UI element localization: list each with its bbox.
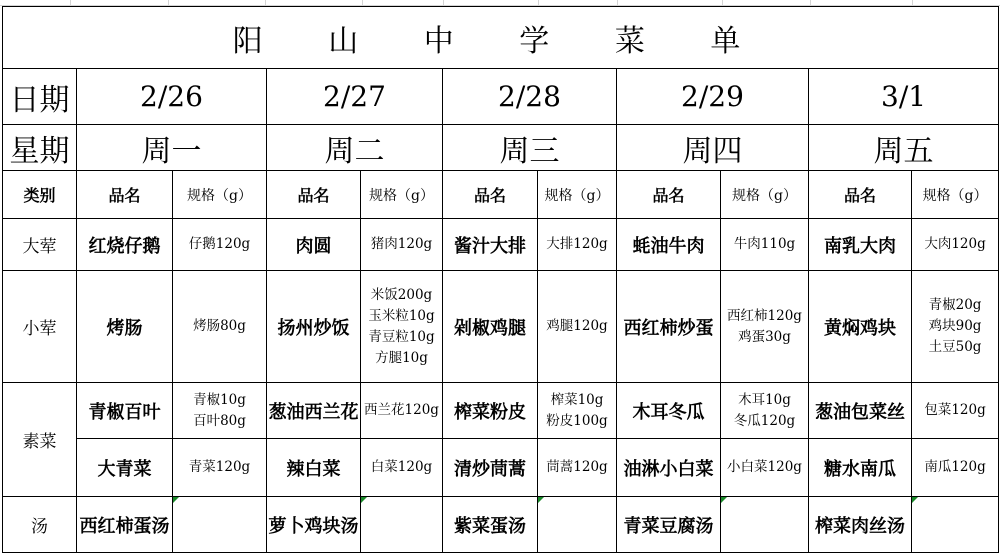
spec-cell-thu[interactable] <box>721 439 809 497</box>
dish-cell-wed[interactable]: 剁椒鸡腿 <box>443 271 538 383</box>
spec-line: 鸡腿120g <box>546 318 608 334</box>
spec-cell-mon[interactable] <box>173 271 267 383</box>
spec-line: 青椒20g <box>928 297 982 313</box>
spec-line: 土豆50g <box>928 339 982 355</box>
spec-cell-wed[interactable] <box>538 439 617 497</box>
dish-header[interactable]: 品名 <box>443 171 538 219</box>
dish-cell-wed[interactable]: 榨菜粉皮 <box>443 383 538 439</box>
spec-line: 牛肉110g <box>733 236 796 252</box>
cell-comment-marker <box>912 497 918 503</box>
weekday-cell-tue[interactable]: 周二 <box>267 125 443 171</box>
dish-cell-mon[interactable]: 西红柿蛋汤 <box>77 497 173 553</box>
weekday-row <box>3 125 999 171</box>
spec-line: 青豆粒10g <box>368 328 435 345</box>
dish-cell-mon[interactable]: 青椒百叶 <box>77 383 173 439</box>
spec-cell-wed[interactable] <box>538 497 617 553</box>
spec-cell-wed[interactable] <box>538 219 617 271</box>
spec-line: 粉皮100g <box>546 412 608 429</box>
spec-header[interactable]: 规格（g） <box>721 171 809 219</box>
menu-row-light-meat <box>3 271 999 383</box>
dish-cell-fri[interactable]: 黄焖鸡块 <box>809 271 912 383</box>
menu-row-veg-1 <box>3 383 999 439</box>
spec-cell-mon[interactable] <box>173 439 267 497</box>
spec-line: 方腿10g <box>375 349 428 366</box>
spec-header[interactable]: 规格（g） <box>173 171 267 219</box>
spec-line: 烤肠80g <box>193 318 246 334</box>
spec-line: 木耳10g <box>738 391 791 408</box>
dish-cell-mon[interactable]: 大青菜 <box>77 439 173 497</box>
date-cell-thu[interactable]: 2/29 <box>617 69 809 125</box>
dish-cell-wed[interactable]: 酱汁大排 <box>443 219 538 271</box>
spec-line: 白菜120g <box>370 459 433 475</box>
spec-line: 冬瓜120g <box>733 412 796 429</box>
column-header-row <box>3 171 999 219</box>
spec-line: 南瓜120g <box>924 459 986 475</box>
dish-cell-thu[interactable]: 木耳冬瓜 <box>617 383 721 439</box>
spec-cell-wed[interactable] <box>538 271 617 383</box>
spec-line: 包菜120g <box>924 402 986 418</box>
spec-cell-tue[interactable] <box>361 271 443 383</box>
dish-cell-wed[interactable]: 清炒茼蒿 <box>443 439 538 497</box>
category-cell-light-meat[interactable]: 小荤 <box>3 271 77 383</box>
dish-cell-fri[interactable]: 糖水南瓜 <box>809 439 912 497</box>
spec-cell-tue[interactable] <box>361 383 443 439</box>
spec-header[interactable]: 规格（g） <box>361 171 443 219</box>
date-cell-mon[interactable]: 2/26 <box>77 69 267 125</box>
menu-title[interactable]: 阳 山 中 学 菜 单 <box>3 7 999 69</box>
spec-line: 西兰花120g <box>364 402 439 418</box>
dish-header[interactable]: 品名 <box>267 171 361 219</box>
cell-comment-marker <box>173 497 179 503</box>
dish-cell-fri[interactable]: 南乳大肉 <box>809 219 912 271</box>
weekday-cell-thu[interactable]: 周四 <box>617 125 809 171</box>
dish-header[interactable]: 品名 <box>809 171 912 219</box>
dish-header[interactable]: 品名 <box>77 171 173 219</box>
weekday-cell-fri[interactable]: 周五 <box>809 125 999 171</box>
category-cell-meat[interactable]: 大荤 <box>3 219 77 271</box>
menu-table <box>2 6 999 553</box>
spec-cell-fri[interactable] <box>912 497 999 553</box>
spec-line: 猪肉120g <box>370 236 433 252</box>
dish-cell-mon[interactable]: 烤肠 <box>77 271 173 383</box>
dish-cell-tue[interactable]: 肉圆 <box>267 219 361 271</box>
spec-line: 鸡蛋30g <box>738 328 791 345</box>
menu-row-meat <box>3 219 999 271</box>
spec-cell-thu[interactable] <box>721 497 809 553</box>
dish-cell-tue[interactable]: 扬州炒饭 <box>267 271 361 383</box>
date-row <box>3 69 999 125</box>
spec-cell-fri[interactable] <box>912 271 999 383</box>
dish-cell-tue[interactable]: 萝卜鸡块汤 <box>267 497 361 553</box>
spec-line: 西红柿120g <box>727 307 802 324</box>
cell-comment-marker <box>538 497 544 503</box>
spec-cell-thu[interactable] <box>721 383 809 439</box>
spec-cell-mon[interactable] <box>173 497 267 553</box>
spec-line: 茼蒿120g <box>546 459 608 475</box>
dish-cell-mon[interactable]: 红烧仔鹅 <box>77 219 173 271</box>
spec-cell-fri[interactable] <box>912 219 999 271</box>
date-cell-fri[interactable]: 3/1 <box>809 69 999 125</box>
dish-cell-fri[interactable]: 葱油包菜丝 <box>809 383 912 439</box>
weekday-cell-mon[interactable]: 周一 <box>77 125 267 171</box>
dish-cell-wed[interactable]: 紫菜蛋汤 <box>443 497 538 553</box>
cell-comment-marker <box>721 497 727 503</box>
title-row <box>3 7 999 69</box>
spec-line: 大肉120g <box>924 236 986 252</box>
spec-header[interactable]: 规格（g） <box>538 171 617 219</box>
spec-line: 米饭200g <box>370 286 433 303</box>
spec-cell-tue[interactable] <box>361 219 443 271</box>
dish-cell-tue[interactable]: 葱油西兰花 <box>267 383 361 439</box>
date-label[interactable]: 日期 <box>3 69 77 125</box>
spec-cell-wed[interactable] <box>538 383 617 439</box>
spec-cell-thu[interactable] <box>721 219 809 271</box>
spec-line: 仔鹅120g <box>188 236 251 252</box>
dish-cell-fri[interactable]: 榨菜肉丝汤 <box>809 497 912 553</box>
spec-cell-mon[interactable] <box>173 383 267 439</box>
spec-line: 小白菜120g <box>727 459 802 475</box>
menu-row-veg-2 <box>3 439 999 497</box>
category-cell-soup[interactable]: 汤 <box>3 497 77 553</box>
dish-cell-thu[interactable]: 青菜豆腐汤 <box>617 497 721 553</box>
cell-comment-marker <box>361 497 367 503</box>
spec-line: 大排120g <box>546 236 608 252</box>
dish-cell-thu[interactable]: 蚝油牛肉 <box>617 219 721 271</box>
weekday-label[interactable]: 星期 <box>3 125 77 171</box>
category-label[interactable]: 类别 <box>3 171 77 219</box>
spec-line: 玉米粒10g <box>368 307 435 324</box>
spec-cell-tue[interactable] <box>361 439 443 497</box>
spec-cell-mon[interactable] <box>173 219 267 271</box>
dish-header[interactable]: 品名 <box>617 171 721 219</box>
category-cell-veg[interactable]: 素菜 <box>3 383 77 497</box>
dish-cell-thu[interactable]: 油淋小白菜 <box>617 439 721 497</box>
spec-cell-fri[interactable] <box>912 383 999 439</box>
dish-cell-tue[interactable]: 辣白菜 <box>267 439 361 497</box>
spec-line: 百叶80g <box>193 412 246 429</box>
weekday-cell-wed[interactable]: 周三 <box>443 125 617 171</box>
spec-line: 榨菜10g <box>550 391 604 408</box>
spec-header[interactable]: 规格（g） <box>912 171 999 219</box>
date-cell-tue[interactable]: 2/27 <box>267 69 443 125</box>
dish-cell-thu[interactable]: 西红柿炒蛋 <box>617 271 721 383</box>
menu-row-soup <box>3 497 999 553</box>
spec-line: 鸡块90g <box>928 318 982 334</box>
spec-cell-tue[interactable] <box>361 497 443 553</box>
date-cell-wed[interactable]: 2/28 <box>443 69 617 125</box>
spec-line: 青菜120g <box>188 459 251 475</box>
spec-cell-thu[interactable] <box>721 271 809 383</box>
spec-cell-fri[interactable] <box>912 439 999 497</box>
spec-line: 青椒10g <box>193 391 246 408</box>
